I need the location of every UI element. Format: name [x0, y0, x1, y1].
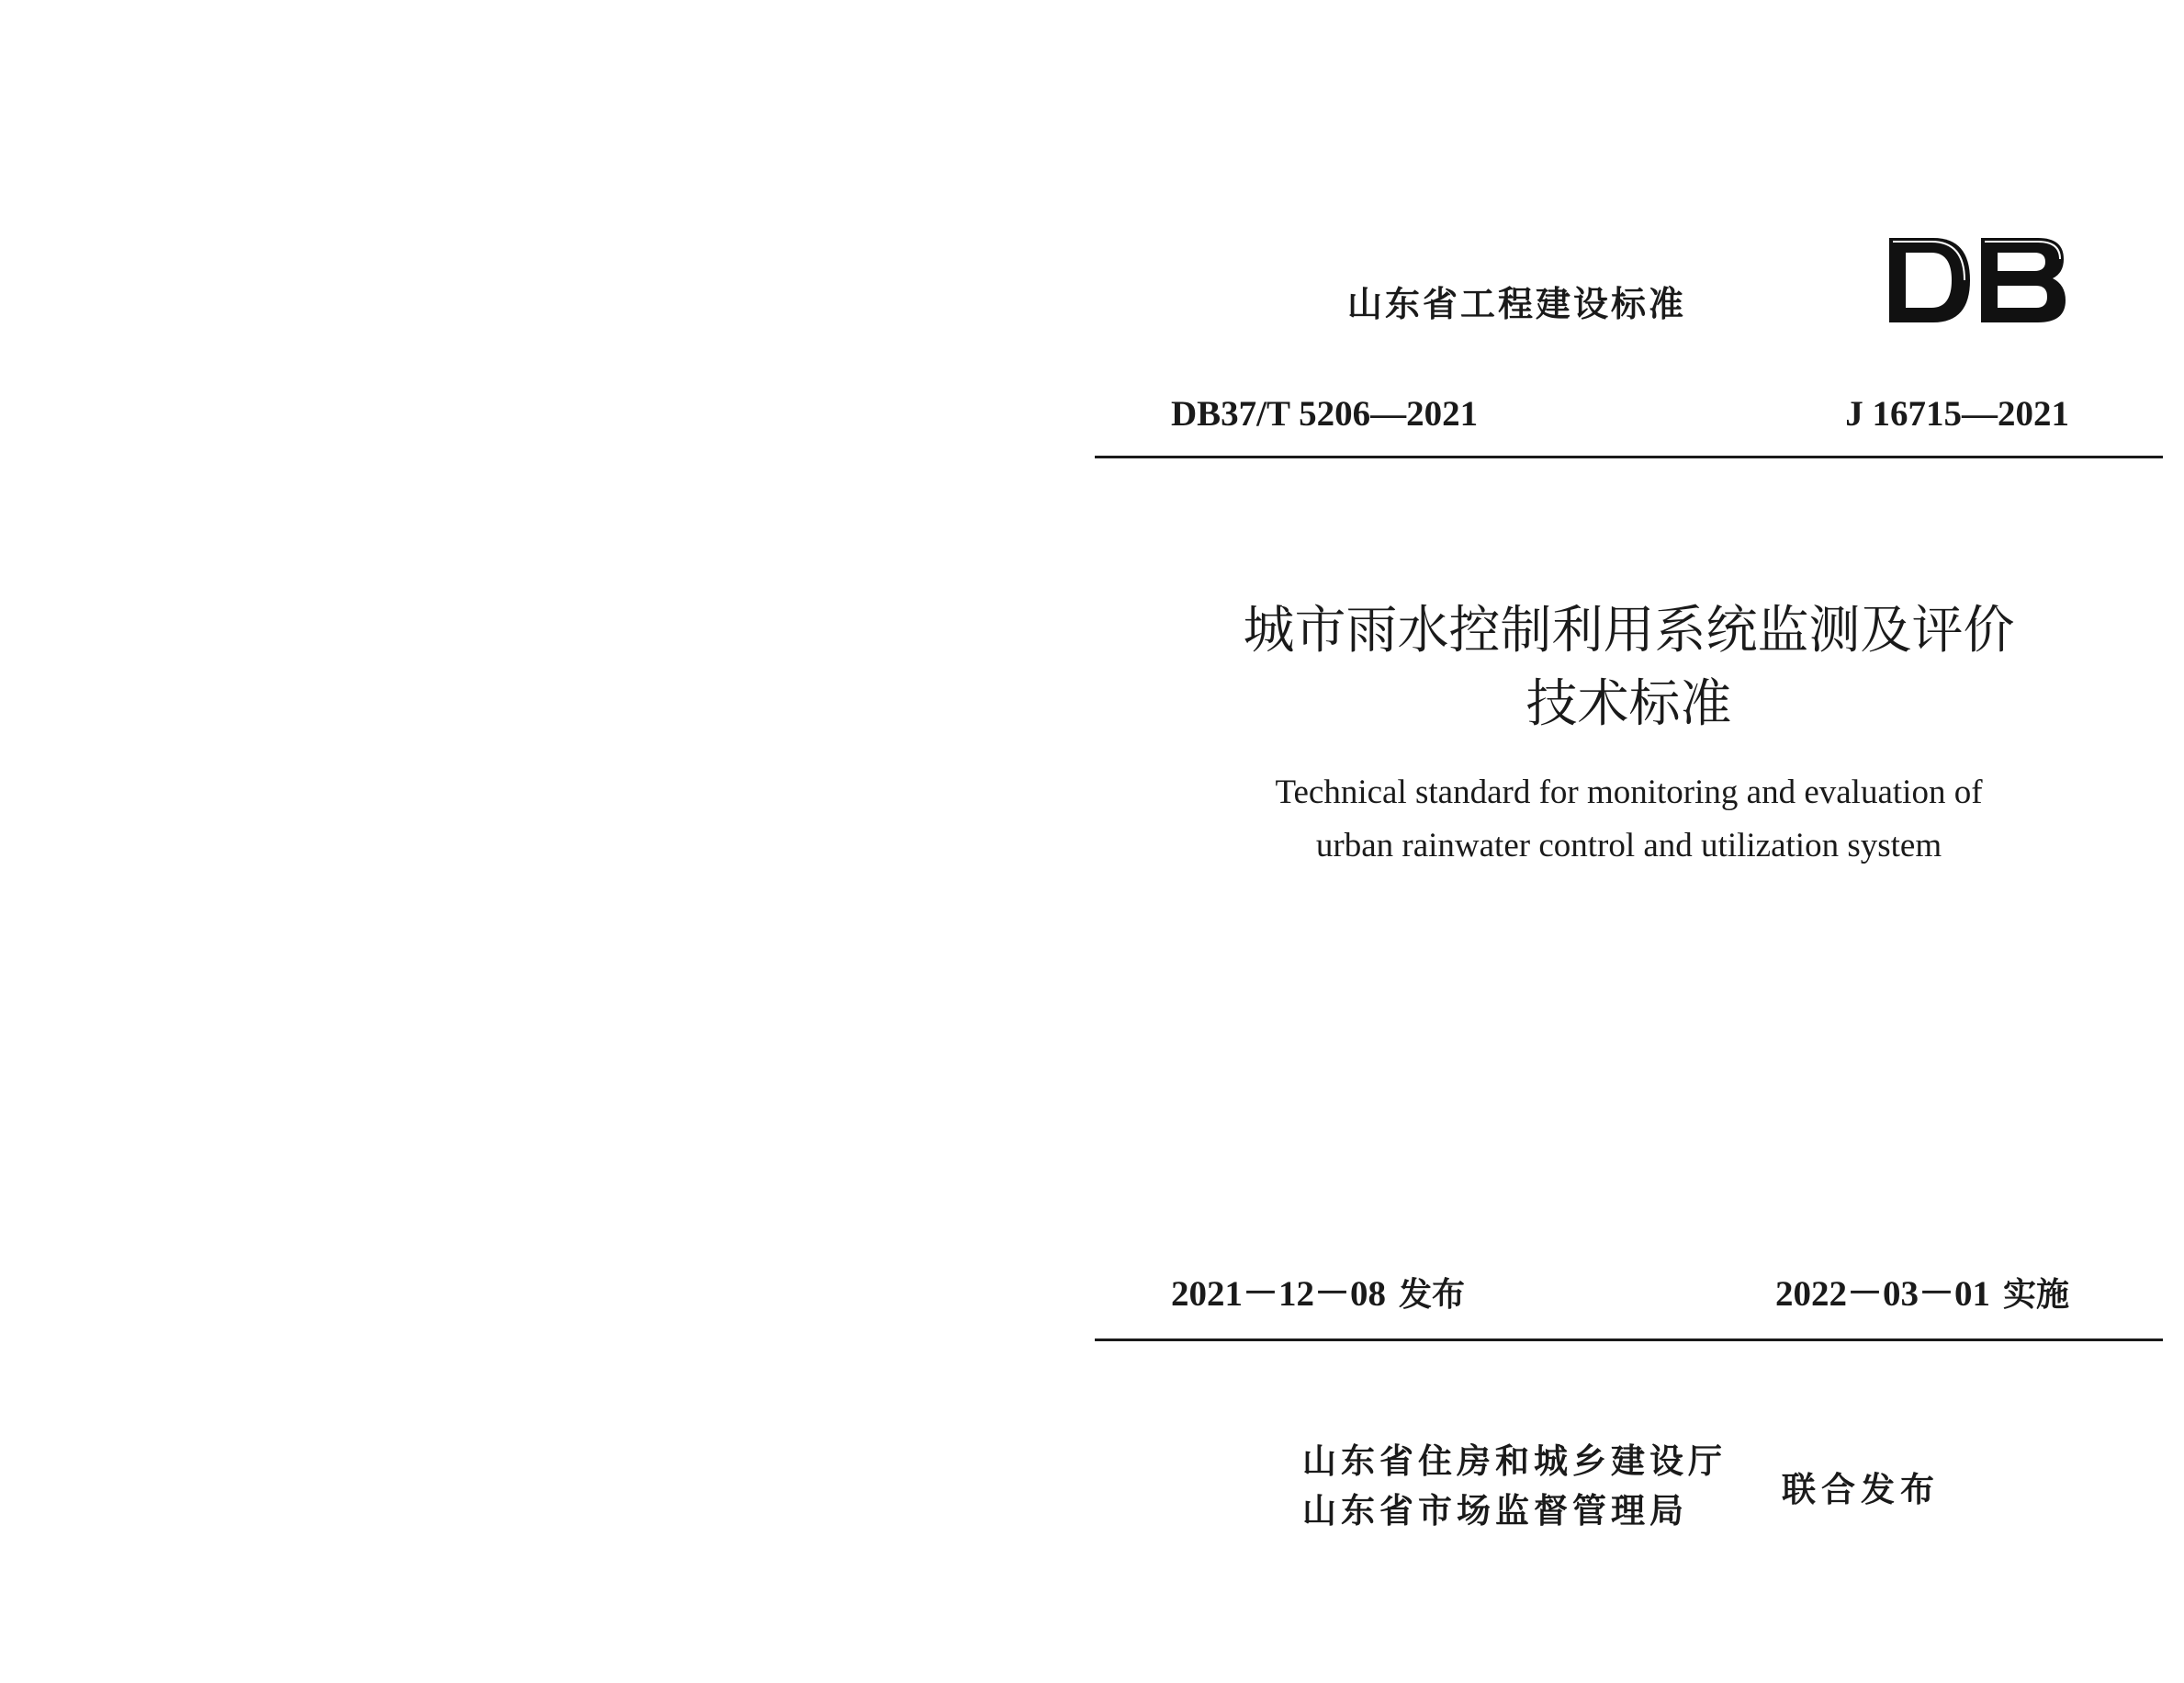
joint-release-label: 联合发布	[1782, 1470, 1940, 1509]
title-zh-line1: 城市雨水控制利用系统监测及评价	[1243, 601, 2015, 661]
footer-divider	[1095, 1338, 2163, 1341]
standard-number: DB37/T 5206—2021	[1171, 394, 1479, 434]
title-en-line2: urban rainwater control and utilization system	[1315, 827, 1942, 864]
effective-date-block	[1775, 1265, 2069, 1316]
standard-category: 山东省工程建设标准	[1347, 284, 1687, 324]
issuer-line2: 山东省市场监督管理局	[1302, 1491, 1688, 1531]
title-zh-line2: 技术标准	[1525, 674, 1732, 734]
header-divider	[1095, 456, 2163, 458]
db-logo	[1886, 234, 2069, 326]
db-logo-mark	[1886, 234, 2069, 326]
release-date: 2021－12－08	[1171, 1274, 1387, 1314]
effective-label: 实施	[2002, 1276, 2069, 1314]
release-label: 发布	[1399, 1276, 1466, 1314]
effective-date: 2022－03－01	[1774, 1274, 1990, 1314]
title-en-line1: Technical standard for monitoring and evaluation of	[1275, 774, 1983, 811]
filing-number: J 16715—2021	[1845, 394, 2069, 434]
issuer-line1: 山东省住房和城乡建设厅	[1302, 1441, 1727, 1481]
release-date-block	[1171, 1265, 1465, 1316]
